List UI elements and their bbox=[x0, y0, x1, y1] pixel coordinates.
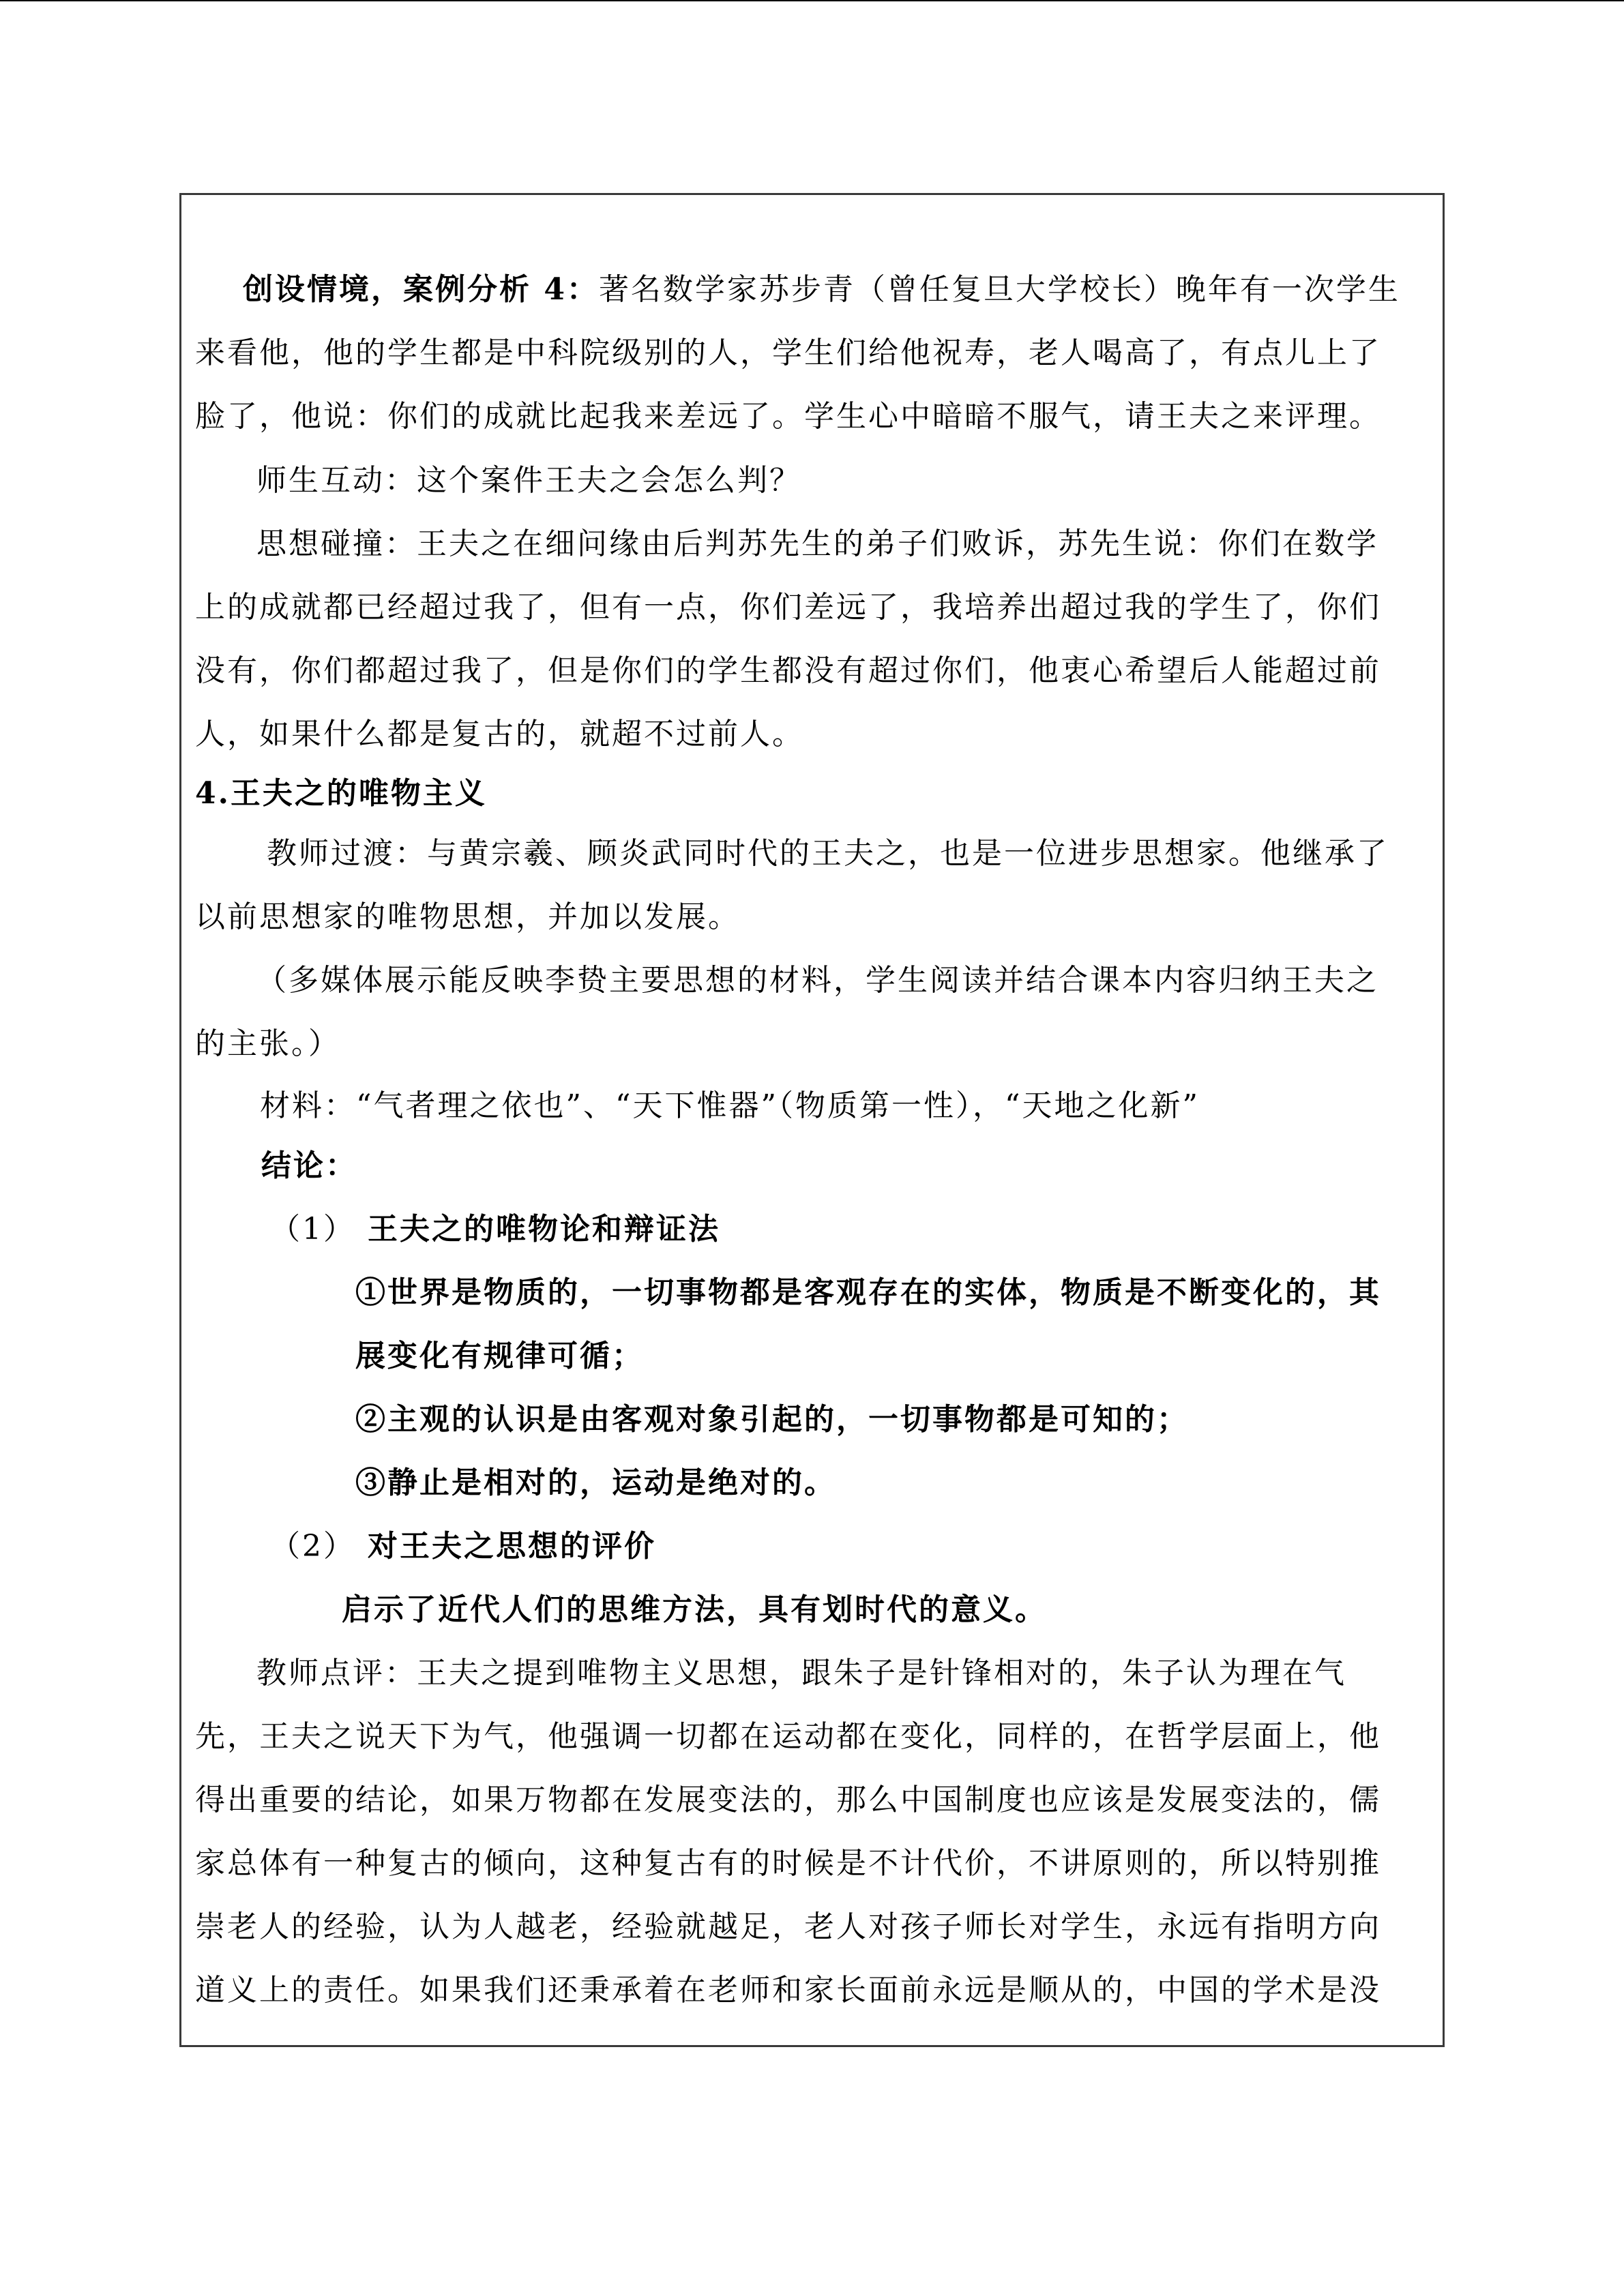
debate-line4: 人，如果什么都是复古的，就超不过前人。 bbox=[195, 717, 804, 751]
interaction-line: 师生互动：这个案件王夫之会怎么判？ bbox=[256, 463, 801, 498]
comment-line6: 道义上的责任。如果我们还秉承着在老师和家长面前永远是顺从的，中国的学术是没 bbox=[195, 1973, 1381, 2008]
debate-line1: 思想碰撞：王夫之在细问缘由后判苏先生的弟子们败诉，苏先生说：你们在数学 bbox=[256, 526, 1378, 561]
case4-line1 bbox=[243, 269, 1400, 310]
point1-number: （1） bbox=[270, 1212, 355, 1247]
point2-title: 对王夫之思想的评价 bbox=[368, 1529, 656, 1564]
point1-a-line2: 展变化有规律可循； bbox=[355, 1339, 644, 1373]
section-heading: 4.王夫之的唯物主义 bbox=[195, 776, 487, 811]
comment-line5: 崇老人的经验，认为人越老，经验就越足，老人对孩子师长对学生，永远有指明方向 bbox=[195, 1909, 1381, 1944]
comment-line3: 得出重要的结论，如果万物都在发展变法的，那么中国制度也应该是发展变法的，儒 bbox=[195, 1783, 1381, 1817]
page-top-rule bbox=[0, 0, 1624, 1]
point2-number: （2） bbox=[270, 1529, 355, 1564]
point1-b: ②主观的认识是由客观对象引起的，一切事物都是可知的； bbox=[355, 1402, 1189, 1437]
debate-line2: 上的成就都已经超过我了，但有一点，你们差远了，我培养出超过我的学生了，你们 bbox=[195, 590, 1381, 625]
case4-text: 著名数学家苏步青（曾任复旦大学校长）晚年有一次学生 bbox=[598, 272, 1400, 307]
transition-line2: 以前思想家的唯物思想，并加以发展。 bbox=[195, 899, 740, 934]
material-line: 材料：“气者理之依也”、“天下惟器”（物质第一性），“天地之化新” bbox=[260, 1088, 1200, 1123]
content-frame bbox=[179, 193, 1445, 2047]
point2-heading bbox=[270, 1526, 656, 1567]
case4-line3: 脸了，他说：你们的成就比起我来差远了。学生心中暗暗不服气，请王夫之来评理。 bbox=[195, 399, 1381, 434]
point1-heading bbox=[270, 1209, 720, 1250]
multimedia-line1: （多媒体展示能反映李贽主要思想的材料，学生阅读并结合课本内容归纳王夫之 bbox=[256, 963, 1378, 998]
case4-line2: 来看他，他的学生都是中科院级别的人，学生们给他祝寿，老人喝高了，有点儿上了 bbox=[195, 336, 1381, 370]
point2-text: 启示了近代人们的思维方法，具有划时代的意义。 bbox=[342, 1592, 1047, 1627]
transition-line1: 教师过渡：与黄宗羲、顾炎武同时代的王夫之，也是一位进步思想家。他继承了 bbox=[267, 836, 1389, 871]
case4-label: 创设情境，案例分析 4： bbox=[243, 272, 599, 307]
point1-c: ③静止是相对的，运动是绝对的。 bbox=[355, 1465, 836, 1500]
comment-line1: 教师点评：王夫之提到唯物主义思想，跟朱子是针锋相对的，朱子认为理在气 bbox=[256, 1656, 1346, 1690]
debate-line3: 没有，你们都超过我了，但是你们的学生都没有超过你们，他衷心希望后人能超过前 bbox=[195, 653, 1381, 688]
comment-line2: 先，王夫之说天下为气，他强调一切都在运动都在变化，同样的，在哲学层面上，他 bbox=[195, 1719, 1381, 1754]
point1-title: 王夫之的唯物论和辩证法 bbox=[368, 1212, 720, 1247]
comment-line4: 家总体有一种复古的倾向，这种复古有的时候是不计代价，不讲原则的，所以特别推 bbox=[195, 1846, 1381, 1881]
point1-a-line1: ①世界是物质的，一切事物都是客观存在的实体，物质是不断变化的，其 bbox=[355, 1275, 1381, 1310]
multimedia-line2: 的主张。） bbox=[195, 1026, 340, 1061]
conclusion-label: 结论： bbox=[261, 1148, 357, 1183]
